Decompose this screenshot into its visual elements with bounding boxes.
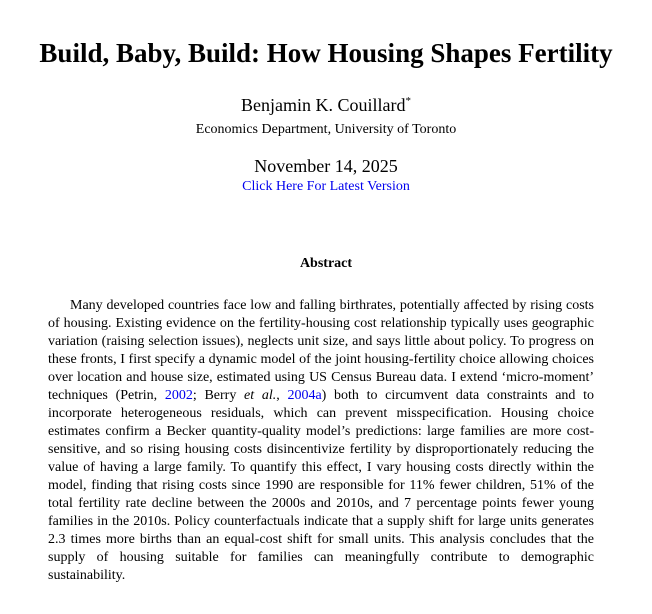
- et-al: et al.: [244, 388, 277, 403]
- paper-title: Build, Baby, Build: How Housing Shapes Fertility: [39, 38, 613, 68]
- affiliation: Economics Department, University of Toronto: [195, 122, 457, 137]
- latest-version-line: [0, 178, 652, 196]
- abstract-text-part1: Many developed countries face low and falling birthrates, potentially affected by rising costs of housing. Existing evidence on the fertility-housing cost relationship typically uses geographic variation (raising selection issues), neglects unit size, and says little about policy. To progress on these fronts, I first specify a dynamic model of the joint housing-fertility choice allowing choices over location and house size, estimated using US Census Bureau data. I extend ‘micro-moment’ techniques (Petrin,: [48, 298, 594, 403]
- latest-version-link[interactable]: Click Here For Latest Version: [242, 179, 410, 194]
- author-line: [0, 94, 652, 116]
- abstract-text-part3: ,: [276, 388, 288, 403]
- paper-date: November 14, 2025: [254, 156, 398, 176]
- abstract-body: [48, 297, 594, 585]
- citation-petrin-2002[interactable]: 2002: [164, 388, 193, 403]
- citation-berry-2004a[interactable]: 2004a: [287, 388, 322, 403]
- abstract-text-part4: ) both to circumvent data constraints and to incorporate heterogeneous residuals, which can prevent misspecification. Housing choice estimates confirm a Becker quantity-quality model’s predictions: large families are more cost-sensitive, and so rising housing costs disincentivize fertility by disproportionately reducing the value of having a large family. To quantify this effect, I vary housing costs directly within the model, finding that rising costs since 1990 are responsible for 11% fewer children, 51% of the total fertility rate decline between the 2000s and 2010s, and 7 percentage points fewer young families in the 2010s. Policy counterfactuals indicate that a supply shift for large units generates 2.3 times more births than an equal-cost shift for small units. This analysis concludes that the supply of housing suitable for families can meaningfully contribute to demographic sustainability.: [48, 388, 595, 583]
- abstract-heading: Abstract: [299, 256, 353, 271]
- author-footnote-mark[interactable]: *: [405, 95, 411, 107]
- abstract-text-part2: ; Berry: [192, 388, 245, 403]
- author-name: Benjamin K. Couillard: [241, 95, 406, 115]
